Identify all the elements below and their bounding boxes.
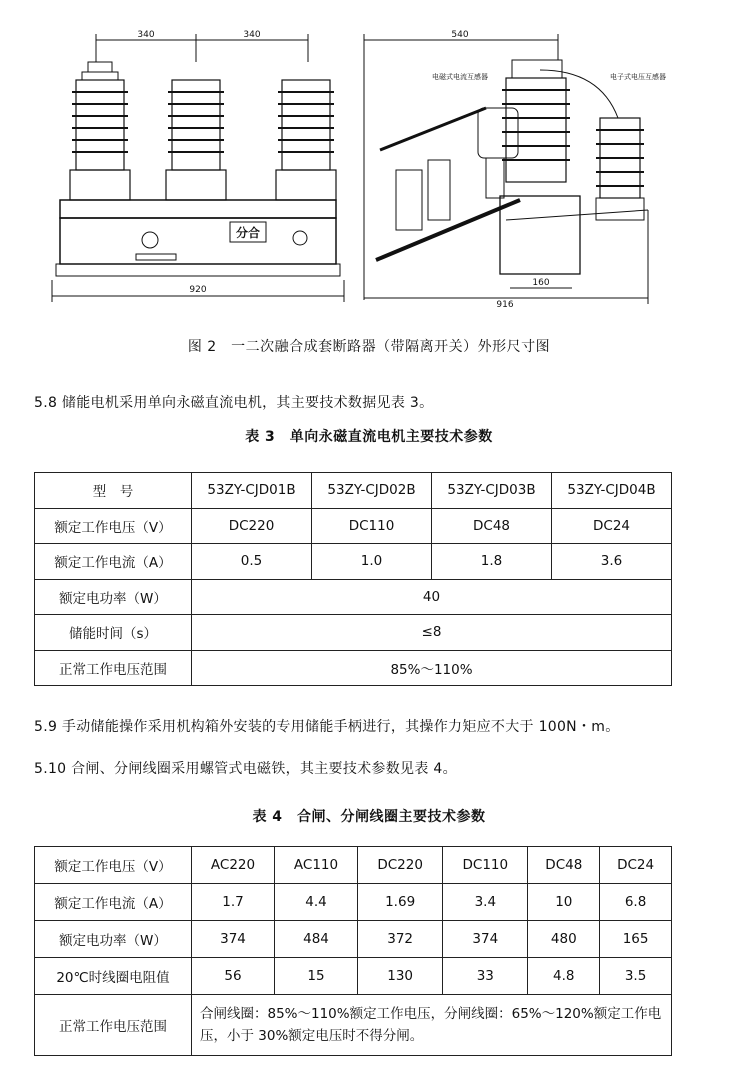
- table-row: [35, 884, 672, 921]
- table-cell: 4.8: [528, 958, 600, 995]
- table-cell: DC24: [552, 508, 672, 544]
- table-row: [35, 995, 672, 1056]
- dim-label: 340: [137, 30, 155, 40]
- table-cell: 3.6: [552, 544, 672, 580]
- table-cell: 额定电功率（W）: [35, 579, 192, 615]
- table-cell: 53ZY-CJD02B: [312, 473, 432, 509]
- table-cell: 374: [192, 921, 275, 958]
- table-cell: 20℃时线圈电阻值: [35, 958, 192, 995]
- table-cell: 130: [358, 958, 443, 995]
- dim-label: 920: [189, 285, 207, 295]
- section-5-8: 5.8 储能电机采用单向永磁直流电机，其主要技术数据见表 3。: [34, 395, 434, 411]
- table-row: [35, 615, 672, 651]
- dim-label: 340: [243, 30, 261, 40]
- table-row: [35, 579, 672, 615]
- table-cell: 3.5: [600, 958, 672, 995]
- table-cell: 374: [443, 921, 528, 958]
- dimension-drawing: [0, 0, 738, 320]
- table3: [34, 472, 672, 686]
- table-cell: 1.69: [358, 884, 443, 921]
- table-cell: 33: [443, 958, 528, 995]
- table-cell: 15: [275, 958, 358, 995]
- table-row: [35, 508, 672, 544]
- table-cell: 4.4: [275, 884, 358, 921]
- table-cell: 额定工作电压（V）: [35, 847, 192, 884]
- table-cell: AC220: [192, 847, 275, 884]
- ct-label: 电磁式电流互感器: [432, 73, 488, 81]
- table-cell: 额定工作电流（A）: [35, 544, 192, 580]
- table-cell: 484: [275, 921, 358, 958]
- table-cell: 53ZY-CJD01B: [192, 473, 312, 509]
- table-cell: DC48: [528, 847, 600, 884]
- table-cell: 合闸线圈：85%～110%额定工作电压，分闸线圈：65%～120%额定工作电压，小于 30%额定电压时不得分闸。: [192, 995, 672, 1056]
- figure-caption: 图 2 一二次融合成套断路器（带隔离开关）外形尺寸图: [187, 339, 551, 355]
- table-cell: 1.8: [432, 544, 552, 580]
- table-cell: DC220: [358, 847, 443, 884]
- table-cell: 56: [192, 958, 275, 995]
- table-cell: DC48: [432, 508, 552, 544]
- table4-title: 表 4 合闸、分闸线圈主要技术参数: [252, 809, 486, 825]
- panel-label: 分合: [236, 226, 261, 240]
- table-cell: AC110: [275, 847, 358, 884]
- table-cell: 3.4: [443, 884, 528, 921]
- table-cell: 372: [358, 921, 443, 958]
- table-cell: 正常工作电压范围: [35, 995, 192, 1056]
- table-cell: 40: [192, 579, 672, 615]
- table-cell: 480: [528, 921, 600, 958]
- dim-label: 916: [496, 300, 514, 310]
- table-cell: 85%～110%: [192, 650, 672, 686]
- table-row: [35, 847, 672, 884]
- table-cell: DC220: [192, 508, 312, 544]
- table-cell: 正常工作电压范围: [35, 650, 192, 686]
- table-cell: 6.8: [600, 884, 672, 921]
- table-cell: ≤8: [192, 615, 672, 651]
- table-cell: 53ZY-CJD03B: [432, 473, 552, 509]
- table4: [34, 846, 672, 1056]
- dim-label: 160: [532, 278, 550, 288]
- table-cell: 储能时间（s）: [35, 615, 192, 651]
- table-cell: 型 号: [35, 473, 192, 509]
- table-row: [35, 544, 672, 580]
- table-row: [35, 958, 672, 995]
- table-cell: 1.7: [192, 884, 275, 921]
- table-cell: 53ZY-CJD04B: [552, 473, 672, 509]
- table-cell: 0.5: [192, 544, 312, 580]
- table-cell: DC110: [312, 508, 432, 544]
- table-cell: 额定电功率（W）: [35, 921, 192, 958]
- table-cell: 额定工作电压（V）: [35, 508, 192, 544]
- dim-label: 540: [451, 30, 469, 40]
- table-cell: 165: [600, 921, 672, 958]
- section-5-9: 5.9 手动储能操作采用机构箱外安装的专用储能手柄进行，其操作力矩应不大于 100N・m。: [34, 719, 620, 735]
- table-row: [35, 921, 672, 958]
- vt-label: 电子式电压互感器: [610, 73, 666, 81]
- section-5-10: 5.10 合闸、分闸线圈采用螺管式电磁铁，其主要技术参数见表 4。: [34, 761, 457, 777]
- table-row: [35, 473, 672, 509]
- table-cell: DC110: [443, 847, 528, 884]
- table-cell: 额定工作电流（A）: [35, 884, 192, 921]
- table-row: [35, 650, 672, 686]
- table-cell: 1.0: [312, 544, 432, 580]
- table-cell: 10: [528, 884, 600, 921]
- table3-title: 表 3 单向永磁直流电机主要技术参数: [245, 429, 493, 445]
- drawing-svg: [0, 0, 738, 320]
- table-cell: DC24: [600, 847, 672, 884]
